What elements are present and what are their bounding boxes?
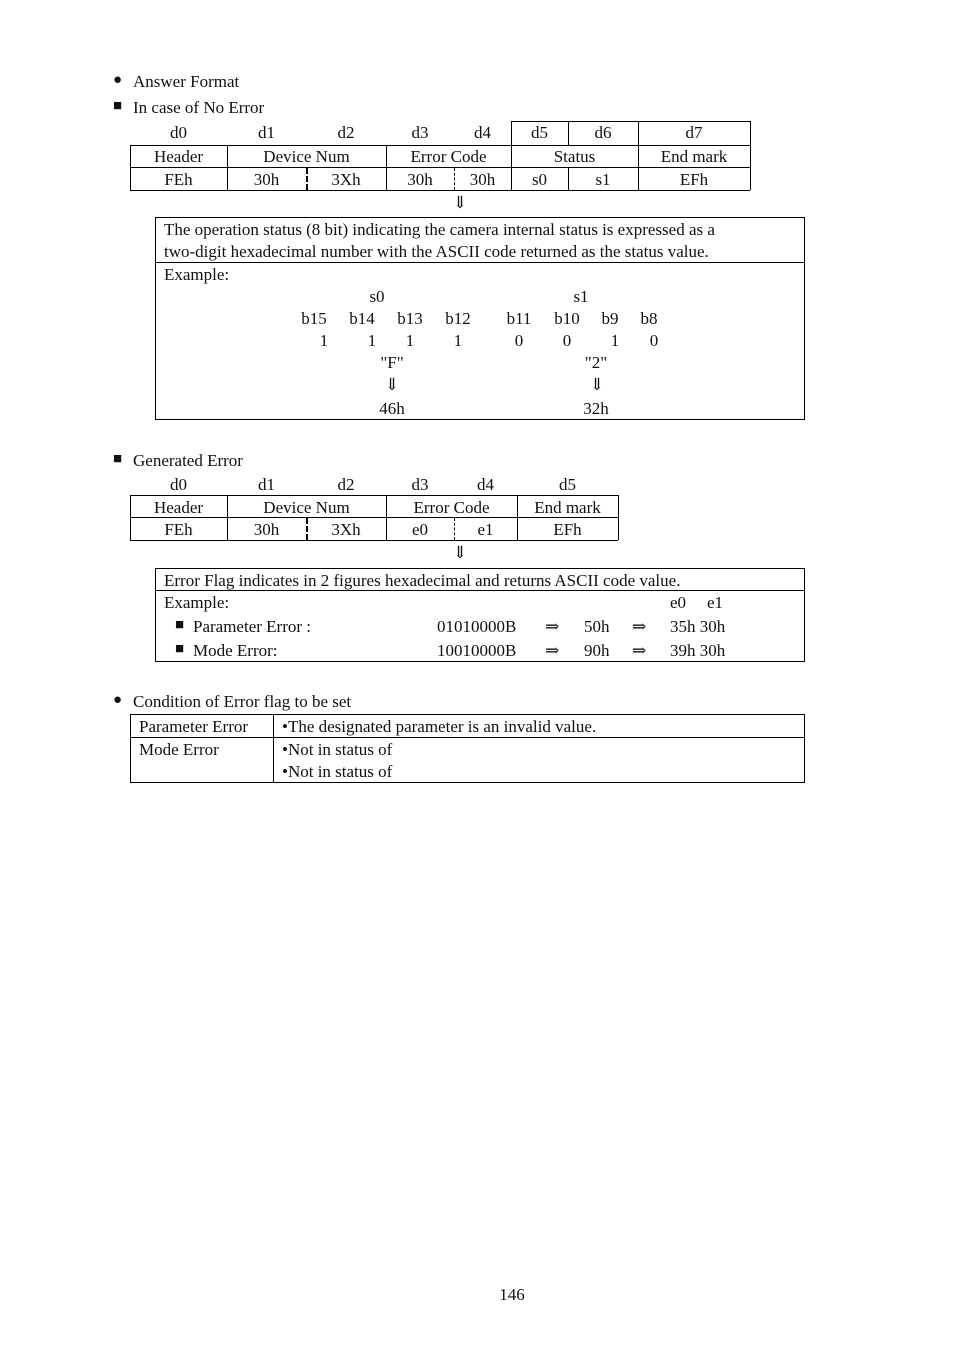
table-cell-value: 3Xh	[331, 520, 361, 539]
e0-label: e0	[670, 593, 687, 612]
error-binary: 01010000B	[437, 617, 517, 636]
bit-label: b10	[554, 309, 580, 328]
table-cell-value: FEh	[164, 170, 193, 189]
table-cell-status: Status	[553, 147, 596, 166]
table-cell-device-num: Device Num	[263, 147, 350, 166]
col-label: d0	[170, 475, 187, 494]
table-cell-header: Header	[153, 498, 204, 517]
condition-description: •The designated parameter is an invalid value.	[282, 717, 597, 736]
subsection-title-generated-error: Generated Error	[133, 451, 243, 470]
bit-label: b15	[301, 309, 327, 328]
error-name: Mode Error:	[193, 641, 278, 660]
bit-value: 0	[562, 331, 572, 350]
bit-value: 0	[514, 331, 524, 350]
table-cell-value: EFh	[553, 520, 582, 539]
error-binary: 10010000B	[437, 641, 517, 660]
bit-label: b11	[506, 309, 532, 328]
table-cell-end-mark: End mark	[660, 147, 728, 166]
bit-label: b12	[445, 309, 471, 328]
col-label: d3	[411, 475, 429, 494]
ascii-char-s0: "F"	[380, 353, 404, 372]
table-cell-device-num: Device Num	[263, 498, 350, 517]
bit-label: b13	[397, 309, 423, 328]
down-arrow-icon: ⇓	[589, 375, 605, 394]
error-name: Parameter Error :	[193, 617, 311, 636]
col-label: d4	[474, 123, 491, 142]
col-label: d0	[170, 123, 187, 142]
section-title-condition: Condition of Error flag to be set	[133, 692, 352, 711]
table-cell-value: s1	[595, 170, 611, 189]
section-title-answer-format: Answer Format	[133, 72, 240, 91]
bullet-circle: ●	[113, 692, 123, 708]
table-cell-value: e0	[411, 520, 429, 539]
col-label: d2	[337, 123, 355, 142]
table-cell-value: FEh	[164, 520, 193, 539]
col-label: d2	[337, 475, 355, 494]
right-arrow-icon: ⇒	[545, 617, 560, 636]
bit-value: 1	[319, 331, 329, 350]
status-description-line2: two-digit hexadecimal number with the ASCII code returned as the status value.	[164, 242, 709, 261]
right-arrow-icon: ⇒	[632, 617, 647, 636]
down-arrow-icon: ⇓	[452, 193, 468, 212]
right-arrow-icon: ⇒	[632, 641, 647, 660]
ascii-char-s1: "2"	[584, 353, 608, 372]
page-number: 146	[499, 1285, 525, 1304]
example-label: Example:	[164, 265, 230, 284]
col-label: d5	[531, 123, 548, 142]
bullet-square: ■	[113, 98, 123, 114]
example-label: Example:	[164, 593, 230, 612]
error-flag-description: Error Flag indicates in 2 figures hexadecimal and returns ASCII code value.	[164, 571, 681, 590]
condition-description: •Not in status of	[282, 740, 393, 759]
table-cell-value: 3Xh	[331, 170, 361, 189]
col-label: d1	[258, 123, 275, 142]
col-label: d3	[411, 123, 429, 142]
table-cell-header: Header	[153, 147, 204, 166]
bit-value: 1	[610, 331, 620, 350]
bit-value: 1	[405, 331, 415, 350]
condition-name: Mode Error	[139, 740, 219, 759]
col-label: d7	[685, 123, 703, 142]
bit-label: b9	[601, 309, 619, 328]
bit-label: b14	[349, 309, 375, 328]
status-description-line1: The operation status (8 bit) indicating the camera internal status is expressed as a	[164, 220, 715, 239]
hex-s1: 32h	[583, 399, 609, 418]
col-label: d4	[477, 475, 494, 494]
table-cell-value: e1	[477, 520, 494, 539]
table-cell-value: s0	[531, 170, 548, 189]
condition-name: Parameter Error	[139, 717, 249, 736]
table-cell-end-mark: End mark	[534, 498, 601, 517]
table-cell-value: 30h	[253, 170, 280, 189]
bullet-circle: ●	[113, 72, 123, 88]
down-arrow-icon: ⇓	[452, 543, 468, 562]
error-hex: 90h	[584, 641, 610, 660]
right-arrow-icon: ⇒	[545, 641, 560, 660]
down-arrow-icon: ⇓	[384, 375, 400, 394]
table-cell-value: 30h	[407, 170, 433, 189]
col-label: d5	[559, 475, 576, 494]
error-ascii: 35h 30h	[670, 617, 726, 636]
table-cell-value: 30h	[253, 520, 280, 539]
subsection-title-no-error: In case of No Error	[133, 98, 265, 117]
table-cell-value: 30h	[469, 170, 496, 189]
bit-label: b8	[640, 309, 658, 328]
table-cell-error-code: Error Code	[413, 498, 490, 517]
table-cell-error-code: Error Code	[410, 147, 487, 166]
s1-label: s1	[573, 287, 589, 306]
hex-s0: 46h	[379, 399, 405, 418]
error-hex: 50h	[584, 617, 610, 636]
condition-description: •Not in status of	[282, 762, 393, 781]
bit-value: 1	[453, 331, 463, 350]
col-label: d6	[594, 123, 612, 142]
s0-label: s0	[369, 287, 385, 306]
col-label: d1	[258, 475, 275, 494]
e1-label: e1	[707, 593, 724, 612]
error-ascii: 39h 30h	[670, 641, 726, 660]
table-cell-value: EFh	[679, 170, 709, 189]
bullet-square: ■	[113, 451, 123, 467]
bit-value: 1	[367, 331, 377, 350]
bullet-square: ■	[175, 617, 185, 633]
bullet-square: ■	[175, 641, 185, 657]
bit-value: 0	[649, 331, 659, 350]
